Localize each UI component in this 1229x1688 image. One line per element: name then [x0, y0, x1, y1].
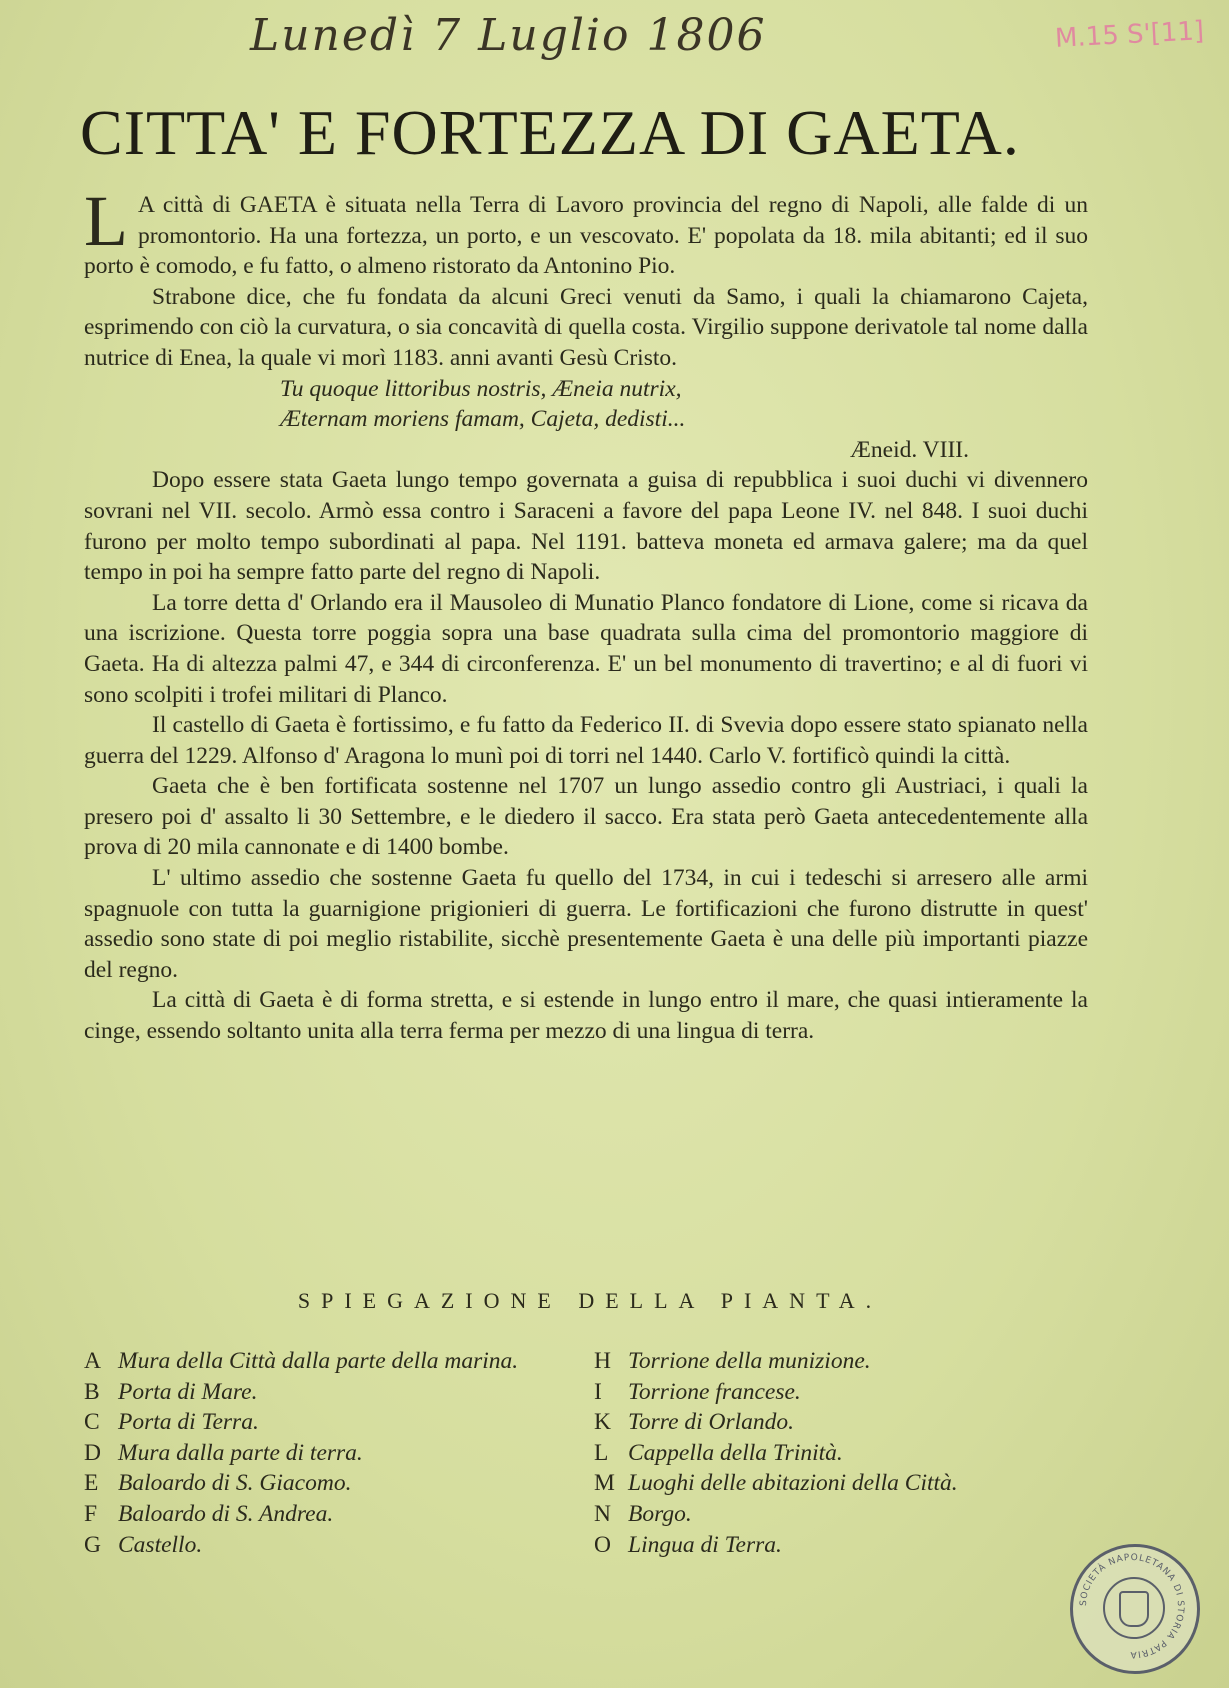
library-seal-icon: [1070, 1544, 1200, 1674]
body-text: [84, 181, 1088, 1047]
legend-item: A Mura della Città dalla parte della marina.: [84, 1348, 519, 1374]
legend-item: N Borgo.: [594, 1500, 692, 1527]
legend-item: M Luoghi delle abitazioni della Città.: [594, 1470, 958, 1497]
legend-item: O Lingua di Terra.: [594, 1531, 782, 1558]
legend-column-left: [84, 1346, 594, 1560]
paragraph-4: La torre detta d' Orlando era il Mausoleo di Munatio Planco fondatore di Lione, come si ricava da una iscrizione. Questa torre poggia sopra una base quadrata sulla cima del promontorio maggiore di Gaeta. Ha di altezza palmi 47, e 344 di circonferenza. E' un bel monumento di travertino; e al di fuori vi sono scolpiti i trofei militari di Planco.: [84, 589, 1088, 708]
paragraph-2: Strabone dice, che fu fondata da alcuni Greci venuti da Samo, i quali la chiamarono Cajeta, esprimendo con ciò la curvatura, o sia concavità di quella costa. Virgilio suppone derivatole tal nome dalla nutrice di Enea, la quale vi morì 1183. anni avanti Gesù Cristo.: [84, 283, 1088, 371]
legend-item: K Torre di Orlando.: [594, 1409, 795, 1436]
seal-text: SOCIETÀ NAPOLETANA DI STORIA PATRIA: [1078, 1552, 1186, 1660]
drop-cap: L: [84, 181, 128, 261]
paragraph-8: La città di Gaeta è di forma stretta, e si estende in lungo entro il mare, che quasi intieramente la cinge, essendo soltanto unita alla terra ferma per mezzo di una lingua di terra.: [84, 987, 1088, 1045]
verse-source: Æneid. VIII.: [850, 436, 970, 463]
verse-line-2: Æternam moriens famam, Cajeta, dedisti...: [280, 406, 686, 433]
legend-item: F Baloardo di S. Andrea.: [84, 1500, 334, 1527]
paragraph-3: Dopo essere stata Gaeta lungo tempo governata a guisa di repubblica i suoi duchi vi divennero sovrani nel VII. secolo. Armò essa contro i Saraceni a favore del papa Leone IV. nel 848. I suoi duchi furono per molto tempo subordinati al papa. Nel 1191. batteva moneta ed armava galere; ma da quel tempo in poi ha sempre fatto parte del regno di Napoli.: [84, 467, 1088, 586]
legend-item: G Castello.: [84, 1531, 203, 1558]
legend-heading: SPIEGAZIONE DELLA PIANTA.: [297, 1288, 883, 1313]
paragraph-6: Gaeta che è ben fortificata sostenne nel 1707 un lungo assedio contro gli Austriaci, i quali la presero poi d' assalto li 30 Settembre, e le diedero il sacco. Era stata però Gaeta antecedentemente alla prova di 20 mila cannonate e di 1400 bombe.: [84, 773, 1088, 861]
paragraph-1: L A città di GAETA è situata nella Terra di Lavoro provincia del regno di Napoli, alle falde di un promontorio. Ha una fortezza, un porto, e un vescovato. E' popolata da 18. mila abitanti; ed il suo porto è comodo, e fu fatto, o almeno ristorato da Antonino Pio.: [84, 181, 1088, 280]
legend-column-right: [594, 1346, 958, 1560]
archive-mark: M.15 S'[11]: [1054, 16, 1205, 54]
legend-item: C Porta di Terra.: [84, 1409, 259, 1436]
paragraph-5: Il castello di Gaeta è fortissimo, e fu fatto da Federico II. di Svevia dopo essere stato spianato nella guerra del 1229. Alfonso d' Aragona lo munì poi di torri nel 1440. Carlo V. fortificò quindi la città.: [84, 712, 1088, 769]
legend-item: H Torrione della munizione.: [594, 1348, 871, 1374]
legend-item: B Porta di Mare.: [84, 1378, 258, 1405]
legend: [84, 1346, 1094, 1560]
legend-item: D Mura dalla parte di terra.: [84, 1439, 363, 1466]
handwritten-date: Lunedì 7 Luglio 1806: [250, 10, 767, 61]
legend-item: L Cappella della Trinità.: [594, 1439, 843, 1466]
legend-item: E Baloardo di S. Giacomo.: [84, 1470, 352, 1497]
paragraph-7: L' ultimo assedio che sostenne Gaeta fu quello del 1734, in cui i tedeschi si arresero alle armi spagnuole con tutta la guarnigione prigionieri di guerra. Le fortificazioni che furono distrutte in quest' assedio sono state di poi meglio ristabilite, sicchè presentemente Gaeta è una delle più importanti piazze del regno.: [84, 865, 1088, 983]
page-title: CITTA' E FORTEZZA DI GAETA.: [80, 97, 1020, 168]
crest-icon: [1119, 1591, 1149, 1627]
verse-line-1: Tu quoque littoribus nostris, Æneia nutrix,: [280, 375, 682, 402]
legend-item: I Torrione francese.: [594, 1378, 801, 1405]
